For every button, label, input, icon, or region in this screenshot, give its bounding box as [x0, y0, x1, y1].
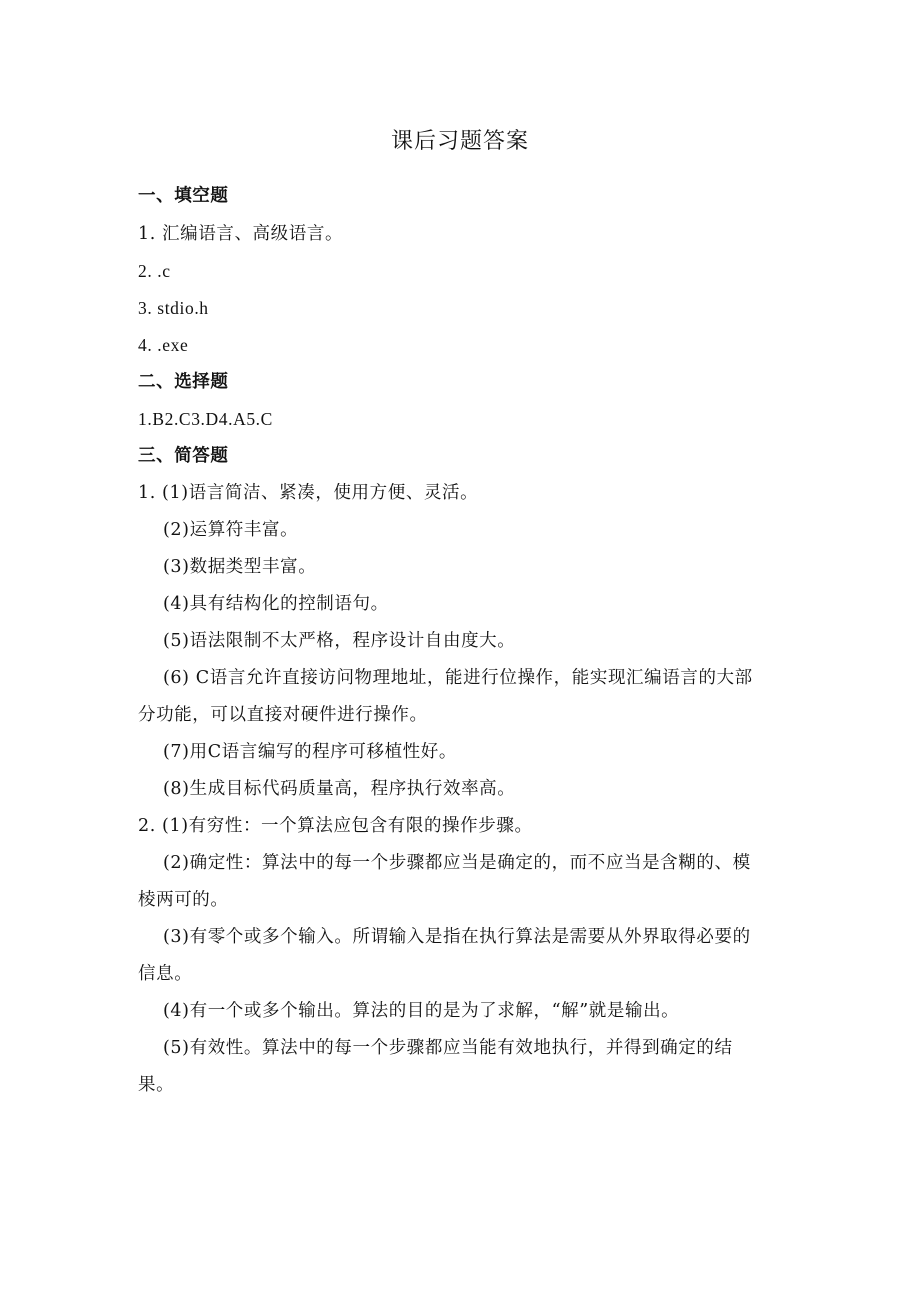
q2-point-1: 2. (1)有穷性：一个算法应包含有限的操作步骤。 — [138, 816, 533, 836]
fill-answer-4: 4. .exe — [138, 335, 189, 355]
section-heading-short: 三、简答题 — [138, 446, 229, 466]
q2-point-2: (2)确定性：算法中的每一个步骤都应当是确定的，而不应当是含糊的、模 — [163, 853, 751, 873]
q1-point-6: (6) C语言允许直接访问物理地址，能进行位操作，能实现汇编语言的大部 — [163, 668, 753, 688]
q1-point-8: (8)生成目标代码质量高，程序执行效率高。 — [163, 779, 516, 799]
page-title: 课后习题答案 — [390, 129, 529, 154]
q1-point-2: (2)运算符丰富。 — [163, 520, 299, 540]
q2-point-2-continued: 棱两可的。 — [138, 890, 229, 910]
fill-answer-2: 2. .c — [138, 261, 171, 281]
section-heading-choice: 二、选择题 — [138, 372, 229, 392]
fill-answer-1: 1. 汇编语言、高级语言。 — [138, 224, 344, 244]
fill-answer-3: 3. stdio.h — [138, 298, 209, 318]
q2-point-3-continued: 信息。 — [138, 964, 193, 984]
q1-point-5: (5)语法限制不太严格，程序设计自由度大。 — [163, 631, 516, 651]
q2-point-4: (4)有一个或多个输出。算法的目的是为了求解，“解”就是输出。 — [163, 1001, 680, 1021]
q1-point-7: (7)用C语言编写的程序可移植性好。 — [163, 742, 457, 762]
q2-point-5: (5)有效性。算法中的每一个步骤都应当能有效地执行，并得到确定的结 — [163, 1038, 733, 1058]
q2-point-5-continued: 果。 — [138, 1075, 175, 1095]
section-heading-fill: 一、填空题 — [138, 186, 229, 206]
q1-point-1: 1. (1)语言简洁、紧凑，使用方便、灵活。 — [138, 483, 479, 503]
q2-point-3: (3)有零个或多个输入。所谓输入是指在执行算法是需要从外界取得必要的 — [163, 927, 751, 947]
q1-point-4: (4)具有结构化的控制语句。 — [163, 594, 389, 614]
q1-point-3: (3)数据类型丰富。 — [163, 557, 317, 577]
choice-answers: 1.B2.C3.D4.A5.C — [138, 409, 273, 429]
q1-point-6-continued: 分功能，可以直接对硬件进行操作。 — [138, 705, 428, 725]
